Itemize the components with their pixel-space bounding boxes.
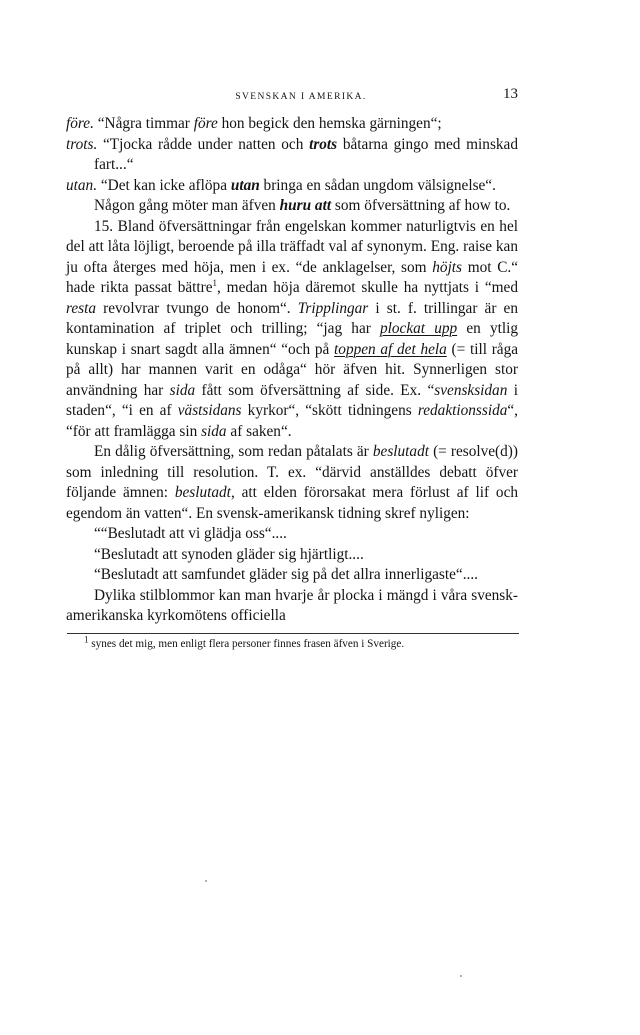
paragraph — [66, 196, 518, 217]
text-run: “Beslutadt att samfundet gläder sig på det allra innerligaste“.... — [94, 566, 478, 583]
text-run: före — [193, 115, 218, 132]
text-run: kyrkor“, “skött tidningens — [241, 402, 418, 419]
text-run: som öfversättning af how to. — [331, 197, 511, 214]
text-run: Tripplingar — [297, 299, 369, 317]
text-run: sida — [201, 422, 227, 440]
footnote — [66, 633, 518, 652]
paragraph — [66, 135, 518, 176]
paragraph — [66, 217, 518, 443]
footnote-reference: 1 — [212, 277, 218, 288]
paragraph — [66, 176, 518, 197]
text-run: i st. f. trillingar är en kontamination af triplet och trilling; “jag har — [66, 299, 518, 337]
paragraph — [66, 545, 518, 566]
book-page — [66, 86, 518, 652]
text-run: en ytlig kunskap i snart sagdt alla ämnen“ “och på — [66, 320, 518, 358]
text-run: Någon gång möter man äfven — [94, 197, 280, 214]
text-run: före. — [66, 115, 94, 132]
text-run: af saken“. — [226, 422, 292, 440]
footnote-marker: 1 — [84, 633, 89, 644]
text-run: “, “för att framlägga sin — [66, 402, 518, 440]
text-run: resta — [66, 299, 97, 317]
text-run: hon begick den hemska gärningen“; — [217, 115, 442, 132]
text-run: , att elden förorsakat mera förlust af lif och egendom än vatten“. En svensk-amerikansk tidning skref nyligen: — [66, 484, 519, 522]
text-run: svensksidan — [434, 381, 508, 399]
paragraph — [66, 565, 518, 586]
text-run: sida — [169, 381, 196, 399]
text-run: fått som öfversättning af side. Ex. “ — [195, 381, 435, 399]
text-run: beslutadt — [372, 443, 429, 460]
text-run: , medan höja däremot skulle ha nyttjats i “med — [217, 279, 518, 296]
text-run: plockat upp — [380, 320, 458, 337]
text-run: ““Beslutadt att vi glädja oss“.... — [94, 525, 287, 542]
text-run: bringa en sådan ungdom välsignelse“. — [259, 176, 496, 194]
footnote-rule — [67, 633, 519, 634]
footnote-text — [66, 633, 518, 652]
text-run: utan. — [66, 176, 98, 194]
text-run: beslutadt — [174, 484, 231, 501]
page-number: 13 — [503, 86, 518, 102]
text-run: mot C.“ hade rikta passat bättre — [66, 258, 519, 296]
paper-speck — [205, 880, 207, 882]
text-run: (= till råga på allt) har mannen varit en odåga“ hör äfven hit. Synnerligen stor användning har — [66, 340, 519, 399]
paragraph — [66, 442, 518, 524]
text-run: höjts — [432, 258, 463, 276]
text-run: revolvrar tvungo de honom“. — [96, 299, 298, 317]
text-run: “Beslutadt att synoden gläder sig hjärtligt.... — [94, 545, 364, 563]
paper-speck — [460, 975, 462, 977]
paragraph — [66, 114, 518, 135]
text-run: båtarna gingo med minskad fart...“ — [94, 135, 518, 173]
text-run: redaktionssida — [417, 402, 508, 419]
text-run: Dylika stilblommor kan man hvarje år plocka i mängd i våra svensk-amerikanska kyrkomötens officiella — [66, 586, 518, 624]
footnote-body: synes det mig, men enligt flera personer finnes frasen äfven i Sverige. — [88, 637, 405, 650]
paragraph — [66, 524, 518, 545]
paragraph — [66, 586, 518, 627]
body-text — [66, 114, 518, 627]
running-head: SVENSKAN I AMERIKA. — [235, 92, 367, 102]
text-run: En dålig öfversättning, som redan påtalats är — [94, 443, 373, 460]
text-run: huru att — [279, 197, 332, 214]
text-run: trots. — [66, 135, 98, 153]
text-run: (= resolve(d)) som inledning till resolution. T. ex. “därvid anställdes debatt öfver följande ämnen: — [66, 443, 518, 501]
text-run: toppen af det hela — [334, 340, 447, 358]
page-header — [66, 86, 518, 108]
text-run: “Några timmar — [93, 115, 194, 132]
text-run: västsidans — [177, 402, 242, 419]
text-run: 15. Bland öfversättningar från engelskan kommer naturligtvis en hel del att låta löjligt, beroende på illa träffadt val af synonym. Eng. raise kan ju ofta återges med höja, men i ex. “de anklagelser, som — [66, 217, 518, 276]
text-run: “Det kan icke aflöpa — [97, 176, 231, 194]
text-run: trots — [309, 135, 338, 153]
text-run: utan — [230, 176, 260, 194]
text-run: “Tjocka rådde under natten och — [97, 135, 310, 153]
text-run: i staden“, “i en af — [66, 381, 518, 419]
